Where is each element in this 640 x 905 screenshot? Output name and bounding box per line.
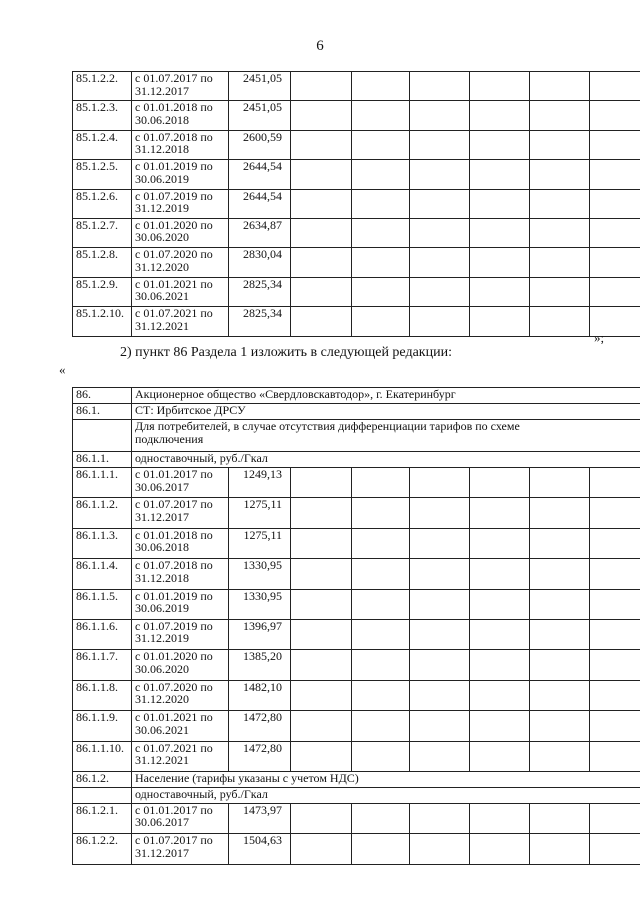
empty-cell: [410, 619, 470, 649]
empty-cell: [470, 307, 530, 336]
empty-cell: [291, 741, 352, 771]
empty-cell: [291, 72, 352, 101]
period-cell: с 01.01.2017 по 30.06.2017: [132, 803, 229, 833]
tariff-type: одноставочный, руб./Гкал: [132, 452, 640, 468]
empty-cell: [352, 498, 410, 528]
row-code: 86.1.1.8.: [73, 680, 132, 710]
table-row: [73, 130, 640, 159]
tariff-table-86: [72, 387, 640, 865]
table-row: [73, 559, 640, 589]
period-cell: с 01.07.2018 по 31.12.2018: [132, 559, 229, 589]
empty-cell: [291, 160, 352, 189]
empty-cell: [352, 619, 410, 649]
row-code: 85.1.2.9.: [73, 277, 132, 306]
empty-cell: [530, 468, 590, 498]
empty-cell: [590, 498, 640, 528]
empty-cell: [590, 160, 640, 189]
table-row: [73, 619, 640, 649]
table-row: [73, 248, 640, 277]
empty-cell: [590, 218, 640, 247]
period-cell: с 01.01.2020 по 30.06.2020: [132, 650, 229, 680]
row-code: 85.1.2.3.: [73, 101, 132, 130]
empty-cell: [470, 834, 530, 864]
empty-cell: [530, 711, 590, 741]
empty-cell: [291, 101, 352, 130]
empty-cell: [410, 130, 470, 159]
period-cell: с 01.07.2020 по 31.12.2020: [132, 248, 229, 277]
empty-cell: [530, 589, 590, 619]
empty-cell: [530, 248, 590, 277]
empty-cell: [470, 248, 530, 277]
table-row: [73, 388, 640, 404]
table-row: [73, 277, 640, 306]
table-row: [73, 468, 640, 498]
empty-cell: [530, 130, 590, 159]
empty-cell: [410, 528, 470, 558]
period-cell: с 01.01.2021 по 30.06.2021: [132, 277, 229, 306]
empty-cell: [291, 650, 352, 680]
row-code: 86.1.1.4.: [73, 559, 132, 589]
empty-cell: [410, 277, 470, 306]
period-cell: с 01.01.2020 по 30.06.2020: [132, 218, 229, 247]
empty-cell: [291, 307, 352, 336]
empty-cell: [291, 589, 352, 619]
tariff-value: 1275,11: [229, 498, 291, 528]
empty-cell: [470, 130, 530, 159]
table-row: [73, 404, 640, 420]
empty-cell: [530, 559, 590, 589]
tariff-value: 1473,97: [229, 803, 291, 833]
table-row: [73, 189, 640, 218]
empty-cell: [590, 680, 640, 710]
period-cell: с 01.01.2018 по 30.06.2018: [132, 528, 229, 558]
empty-cell: [530, 528, 590, 558]
empty-cell: [291, 498, 352, 528]
tariff-value: 1472,80: [229, 711, 291, 741]
empty-cell: [410, 711, 470, 741]
empty-cell: [352, 72, 410, 101]
empty-cell: [590, 101, 640, 130]
empty-cell: [590, 834, 640, 864]
empty-cell: [410, 248, 470, 277]
row-code: 85.1.2.10.: [73, 307, 132, 336]
row-code: 86.1.1.9.: [73, 711, 132, 741]
empty-cell: [590, 72, 640, 101]
empty-cell: [291, 711, 352, 741]
period-cell: с 01.07.2019 по 31.12.2019: [132, 619, 229, 649]
empty-cell: [590, 248, 640, 277]
empty-cell: [352, 218, 410, 247]
tariff-value: 1330,95: [229, 589, 291, 619]
empty-cell: [530, 160, 590, 189]
row-code: 86.1.1.: [73, 452, 132, 468]
table-row: [73, 420, 640, 452]
period-cell: с 01.07.2017 по 31.12.2017: [132, 834, 229, 864]
empty-cell: [410, 160, 470, 189]
table-row: [73, 803, 640, 833]
empty-cell: [590, 559, 640, 589]
empty-cell: [291, 248, 352, 277]
empty-cell: [410, 741, 470, 771]
empty-cell: [352, 711, 410, 741]
empty-cell: [291, 528, 352, 558]
empty-cell: [410, 589, 470, 619]
empty-cell: [470, 711, 530, 741]
empty-cell: [470, 218, 530, 247]
empty-cell: [352, 307, 410, 336]
row-code: 86.1.2.1.: [73, 803, 132, 833]
empty-cell: [352, 277, 410, 306]
period-cell: с 01.07.2017 по 31.12.2017: [132, 498, 229, 528]
row-code: 86.1.1.10.: [73, 741, 132, 771]
empty-cell: [352, 559, 410, 589]
period-cell: с 01.07.2017 по 31.12.2017: [132, 72, 229, 101]
empty-cell: [590, 650, 640, 680]
empty-cell: [470, 189, 530, 218]
empty-cell: [470, 498, 530, 528]
empty-cell: [410, 72, 470, 101]
empty-cell: [530, 72, 590, 101]
tariff-table-85: [72, 71, 640, 337]
empty-cell: [352, 834, 410, 864]
empty-cell: [410, 834, 470, 864]
row-code: 85.1.2.7.: [73, 218, 132, 247]
tariff-value: 1275,11: [229, 528, 291, 558]
period-cell: с 01.01.2018 по 30.06.2018: [132, 101, 229, 130]
empty-cell: [530, 619, 590, 649]
empty-cell: [291, 619, 352, 649]
tariff-value: 2634,87: [229, 218, 291, 247]
empty-cell: [291, 218, 352, 247]
empty-cell: [470, 72, 530, 101]
empty-cell: [470, 680, 530, 710]
empty-cell: [291, 803, 352, 833]
empty-cell: [470, 160, 530, 189]
tariff-value: 1249,13: [229, 468, 291, 498]
empty-cell: [410, 101, 470, 130]
empty-cell: [590, 803, 640, 833]
empty-cell: [530, 218, 590, 247]
empty-cell: [291, 680, 352, 710]
empty-cell: [590, 619, 640, 649]
empty-cell: [590, 528, 640, 558]
empty-cell: [291, 559, 352, 589]
empty-cell: [410, 559, 470, 589]
empty-cell: [410, 189, 470, 218]
row-code: 86.1.: [73, 404, 132, 420]
period-cell: с 01.07.2021 по 31.12.2021: [132, 741, 229, 771]
table-row: [73, 741, 640, 771]
tariff-value: 2451,05: [229, 72, 291, 101]
tariff-value: 2830,04: [229, 248, 291, 277]
empty-cell: [291, 468, 352, 498]
empty-cell: [352, 803, 410, 833]
period-cell: с 01.01.2019 по 30.06.2019: [132, 160, 229, 189]
table-row: [73, 307, 640, 336]
table-row: [73, 680, 640, 710]
empty-cell: [291, 130, 352, 159]
empty-cell: [530, 277, 590, 306]
empty-cell: [470, 803, 530, 833]
empty-cell: [590, 130, 640, 159]
empty-cell: [470, 589, 530, 619]
row-code: 86.1.2.2.: [73, 834, 132, 864]
empty-cell: [470, 468, 530, 498]
empty-cell: [470, 277, 530, 306]
empty-cell: [530, 834, 590, 864]
period-cell: с 01.07.2021 по 31.12.2021: [132, 307, 229, 336]
period-cell: с 01.01.2021 по 30.06.2021: [132, 711, 229, 741]
heat-source-name: СТ: Ирбитское ДРСУ: [132, 404, 640, 420]
row-code: 86.1.1.5.: [73, 589, 132, 619]
row-code: 85.1.2.5.: [73, 160, 132, 189]
organization-name: Акционерное общество «Свердловскавтодор», г. Екатеринбург: [132, 388, 640, 404]
tariff-value: 2644,54: [229, 160, 291, 189]
table-row: [73, 498, 640, 528]
amendment-instruction: 2) пункт 86 Раздела 1 изложить в следующей редакции:: [120, 345, 452, 360]
row-code: [73, 787, 132, 803]
table-row: [73, 787, 640, 803]
empty-cell: [410, 218, 470, 247]
period-cell: с 01.07.2018 по 31.12.2018: [132, 130, 229, 159]
empty-cell: [590, 711, 640, 741]
tariff-value: 1482,10: [229, 680, 291, 710]
opening-quote-mark: «: [59, 362, 66, 377]
period-cell: с 01.07.2020 по 31.12.2020: [132, 680, 229, 710]
row-code: 85.1.2.4.: [73, 130, 132, 159]
empty-cell: [530, 741, 590, 771]
row-code: 85.1.2.2.: [73, 72, 132, 101]
tariff-value: 1385,20: [229, 650, 291, 680]
empty-cell: [590, 589, 640, 619]
empty-cell: [410, 307, 470, 336]
tariff-value: 1396,97: [229, 619, 291, 649]
period-cell: с 01.07.2019 по 31.12.2019: [132, 189, 229, 218]
empty-cell: [470, 650, 530, 680]
empty-cell: [530, 650, 590, 680]
tariff-value: 2600,59: [229, 130, 291, 159]
empty-cell: [470, 741, 530, 771]
empty-cell: [530, 189, 590, 218]
table-row: [73, 452, 640, 468]
empty-cell: [352, 680, 410, 710]
row-code: 86.1.1.7.: [73, 650, 132, 680]
empty-cell: [530, 498, 590, 528]
empty-cell: [291, 834, 352, 864]
empty-cell: [470, 619, 530, 649]
empty-cell: [352, 468, 410, 498]
tariff-value: 2825,34: [229, 307, 291, 336]
empty-cell: [530, 680, 590, 710]
empty-cell: [590, 277, 640, 306]
empty-cell: [530, 101, 590, 130]
empty-cell: [410, 680, 470, 710]
row-code: 85.1.2.8.: [73, 248, 132, 277]
population-category: Население (тарифы указаны с учетом НДС): [132, 771, 640, 787]
row-code: 86.: [73, 388, 132, 404]
empty-cell: [410, 468, 470, 498]
table-row: [73, 528, 640, 558]
empty-cell: [352, 189, 410, 218]
empty-cell: [470, 559, 530, 589]
tariff-value: 1330,95: [229, 559, 291, 589]
empty-cell: [352, 160, 410, 189]
empty-cell: [470, 528, 530, 558]
table-row: [73, 589, 640, 619]
row-code: 85.1.2.6.: [73, 189, 132, 218]
empty-cell: [590, 189, 640, 218]
table-row: [73, 650, 640, 680]
tariff-value: 2644,54: [229, 189, 291, 218]
empty-cell: [590, 741, 640, 771]
empty-cell: [530, 803, 590, 833]
empty-cell: [352, 650, 410, 680]
table-row: [73, 771, 640, 787]
empty-cell: [530, 307, 590, 336]
table-row: [73, 72, 640, 101]
tariff-type: одноставочный, руб./Гкал: [132, 787, 640, 803]
table-row: [73, 160, 640, 189]
empty-cell: [352, 589, 410, 619]
consumer-category: Для потребителей, в случае отсутствия дифференциации тарифов по схеме подключения: [132, 420, 640, 452]
table-row: [73, 101, 640, 130]
closing-quote-mark: »;: [594, 330, 605, 345]
table-row: [73, 834, 640, 864]
empty-cell: [410, 803, 470, 833]
row-code: 86.1.1.1.: [73, 468, 132, 498]
period-cell: с 01.01.2017 по 30.06.2017: [132, 468, 229, 498]
row-code: 86.1.1.6.: [73, 619, 132, 649]
empty-cell: [410, 650, 470, 680]
period-cell: с 01.01.2019 по 30.06.2019: [132, 589, 229, 619]
empty-cell: [291, 189, 352, 218]
row-code: 86.1.1.3.: [73, 528, 132, 558]
tariff-value: 2825,34: [229, 277, 291, 306]
table-row: [73, 218, 640, 247]
row-code: 86.1.2.: [73, 771, 132, 787]
row-code: 86.1.1.2.: [73, 498, 132, 528]
empty-cell: [352, 248, 410, 277]
empty-cell: [352, 528, 410, 558]
tariff-value: 1472,80: [229, 741, 291, 771]
tariff-value: 1504,63: [229, 834, 291, 864]
row-code: [73, 420, 132, 452]
tariff-value: 2451,05: [229, 101, 291, 130]
page-number: 6: [316, 38, 324, 54]
empty-cell: [410, 498, 470, 528]
empty-cell: [352, 130, 410, 159]
empty-cell: [590, 468, 640, 498]
empty-cell: [352, 101, 410, 130]
empty-cell: [291, 277, 352, 306]
empty-cell: [470, 101, 530, 130]
table-row: [73, 711, 640, 741]
empty-cell: [352, 741, 410, 771]
